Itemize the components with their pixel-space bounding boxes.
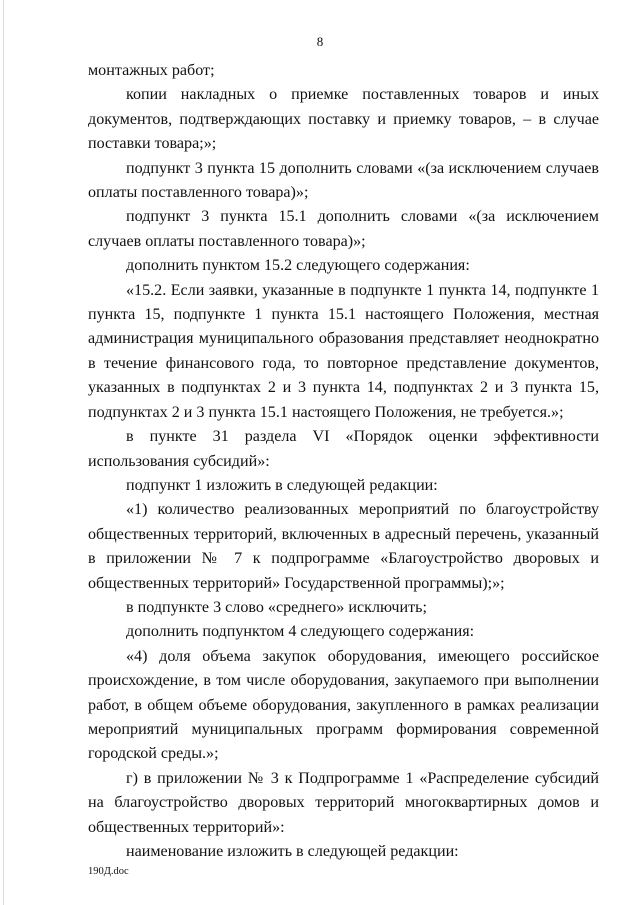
paragraph: «1) количество реализованных мероприятий по благоустройству общественных территорий, включенных в адресный перечень, указанный в приложении № 7 к подпрограмме «Благоустройство дворовых и общественных территорий» Государственной программы);»; <box>88 501 599 592</box>
paragraph: монтажных работ; <box>88 62 215 79</box>
paragraph: наименование изложить в следующей редакции: <box>126 843 459 860</box>
paragraph: «4) доля объема закупок оборудования, имеющего российское происхождение, в том числе оборудования, закупаемого при выполнении работ, в общем объеме оборудования, закупленного в рамках реализации мероприятий муниципальных программ формирования современной городской среды.»; <box>88 647 599 763</box>
paragraph: дополнить подпунктом 4 следующего содержания: <box>126 623 475 641</box>
paragraph: дополнить пунктом 15.2 следующего содержания: <box>126 257 470 275</box>
paragraph: в пункте 31 раздела VI «Порядок оценки эффективности использования субсидий»: <box>88 428 599 470</box>
document-body <box>88 59 599 864</box>
paragraph: копии накладных о приемке поставленных товаров и иных документов, подтверждающих поставку и приемку товаров, – в случае поставки товара;»; <box>88 86 599 153</box>
page-number: 8 <box>316 34 324 49</box>
paragraph: подпункт 1 изложить в следующей редакции: <box>126 476 438 494</box>
paragraph: подпункт 3 пункта 15.1 дополнить словами «(за исключением случаев оплаты поставленного товара)»; <box>88 208 599 250</box>
paragraph: «15.2. Если заявки, указанные в подпункте 1 пункта 14, подпункте 1 пункта 15, подпункте 1 пункта 15.1 настоящего Положения, местная администрация муниципального образования представляет неоднократно в течение финансового года, то повторное представление документов, указанных в подпунктах 2 и 3 пункта 14, подпунктах 2 и 3 пункта 15, подпунктах 2 и 3 пункта 15.1 настоящего Положения, не требуется.»; <box>88 281 599 421</box>
paragraph: г) в приложении № 3 к Подпрограмме 1 «Распределение субсидий на благоустройство дворовых территорий многоквартирных домов и общественных территорий»: <box>88 769 599 836</box>
paragraph: в подпункте 3 слово «среднего» исключить; <box>126 598 427 616</box>
paragraph: подпункт 3 пункта 15 дополнить словами «(за исключением случаев оплаты поставленного товара)»; <box>88 159 599 202</box>
page-edge-line <box>3 0 4 905</box>
footer-filename: 190Д.doc <box>88 866 129 877</box>
